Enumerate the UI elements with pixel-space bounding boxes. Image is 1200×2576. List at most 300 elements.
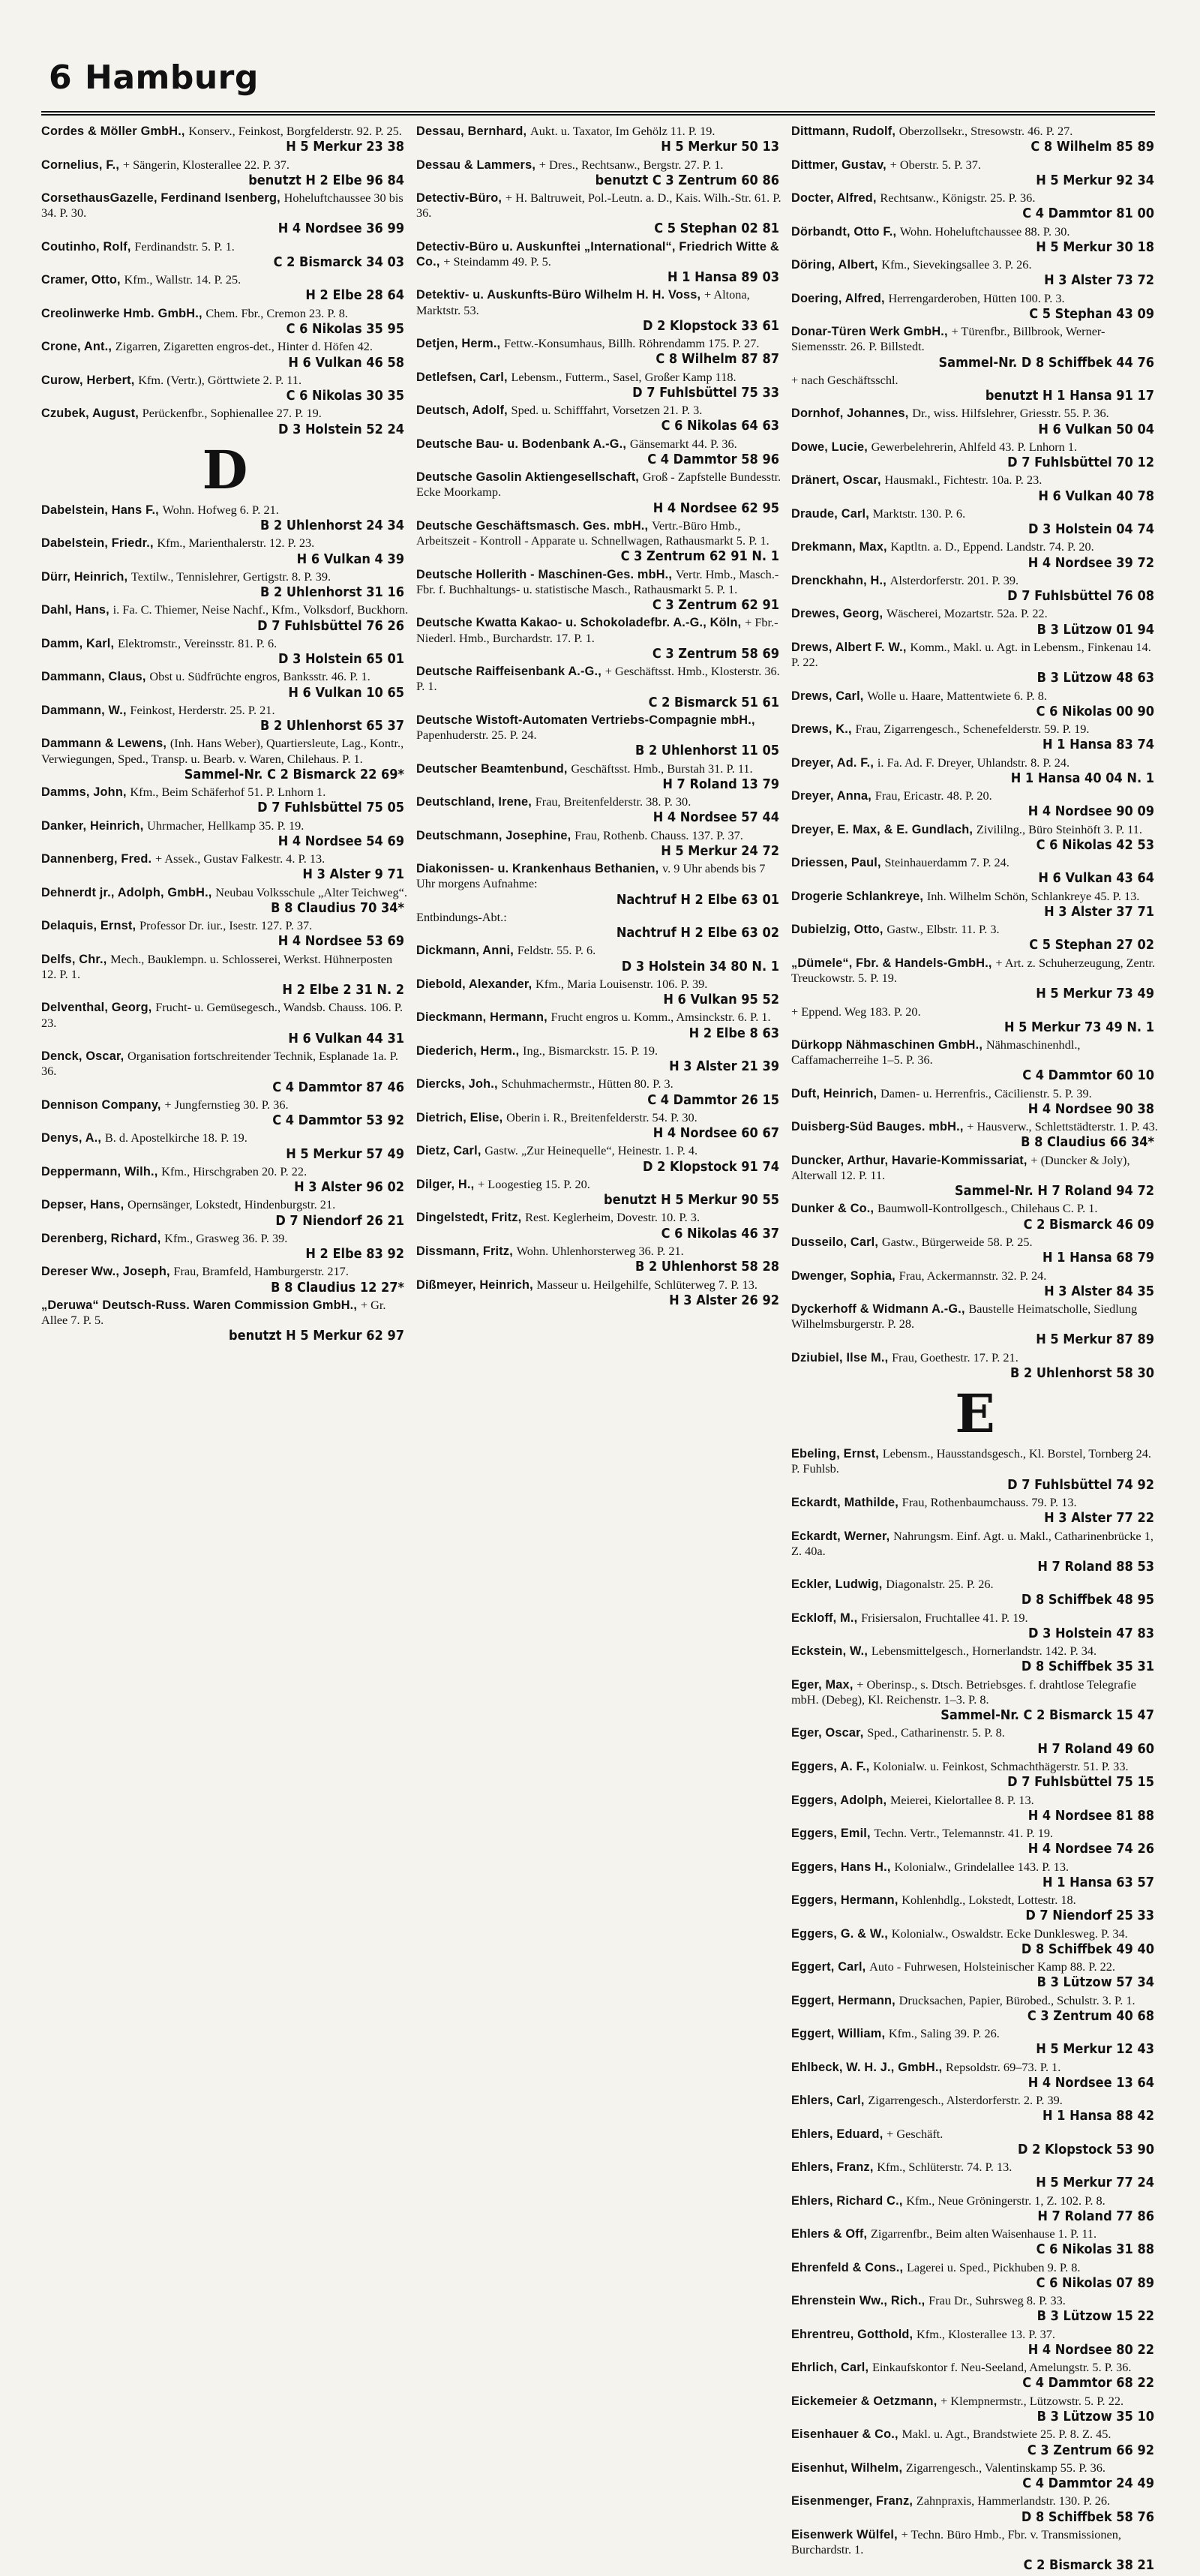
- entry-name: Deutsche Raiffeisenbank A.-G.,: [416, 665, 605, 679]
- directory-entry: [791, 373, 1159, 405]
- directory-entry: [791, 2260, 1159, 2292]
- entry-phone: H 7 Roland 77 86: [1037, 2208, 1154, 2224]
- directory-entry: [416, 124, 784, 156]
- entry-name: Dörbandt, Otto F.,: [791, 224, 900, 239]
- entry-description: Frau, Rothenb. Chauss. 137. P. 37.: [574, 827, 743, 842]
- entry-description: Wäscherei, Mozartstr. 52a. P. 22.: [886, 606, 1048, 621]
- entry-description: Frau, Zigarrengesch., Schenefelderstr. 59. P. 19.: [855, 722, 1090, 737]
- entry-phone: H 4 Nordsee 13 64: [1028, 2074, 1154, 2091]
- entry-phone: Sammel-Nr. C 2 Bismarck 15 47: [940, 1707, 1154, 1724]
- directory-entry: [791, 2493, 1159, 2526]
- directory-entry: [41, 1197, 409, 1229]
- page-header: [41, 59, 1155, 116]
- directory-entry: [791, 191, 1159, 223]
- entry-description: Kolonialw. u. Feinkost, Schmachthägerstr. 51. P. 33.: [873, 1759, 1129, 1773]
- entry-phone: C 6 Nikolas 30 35: [286, 388, 404, 404]
- entry-phone: H 3 Alster 77 22: [1044, 1510, 1154, 1527]
- entry-description: Herrengarderoben, Hütten 100. P. 3.: [888, 290, 1065, 305]
- entry-phone: C 3 Zentrum 62 91 N. 1: [620, 548, 779, 565]
- entry-name: Delfs, Chr.,: [41, 952, 111, 966]
- directory-entry: [791, 1446, 1159, 1494]
- entry-name: Deutschmann, Josephine,: [416, 828, 575, 842]
- directory-entry: [416, 470, 784, 517]
- directory-entry: [791, 1611, 1159, 1643]
- directory-entry: [791, 722, 1159, 754]
- directory-entry: [791, 1529, 1159, 1576]
- entry-description: Komm., Makl. u. Agt. in Lebensm., Finkenau 14. P. 22.: [791, 639, 1151, 670]
- entry-description: Gastw., Elbstr. 11. P. 3.: [886, 922, 1000, 937]
- entry-name: Donar-Türen Werk GmbH.,: [791, 325, 952, 339]
- entry-name: Dammann & Lewens,: [41, 737, 170, 751]
- directory-entry: [416, 794, 784, 827]
- entry-phone: H 2 Elbe 83 92: [305, 1246, 404, 1262]
- entry-description: Lebensm., Hausstandsgesch., Kl. Borstel, Tornberg 24. P. Fuhlsb.: [791, 1446, 1151, 1476]
- entry-description: Gewerbelehrerin, Ahlfeld 43. P. Lnhorn 1.: [871, 439, 1078, 454]
- entry-phone: D 7 Fuhlsbüttel 75 05: [257, 800, 404, 816]
- directory-entry: [791, 1086, 1159, 1118]
- entry-name: Dilger, H.,: [416, 1177, 478, 1191]
- directory-entry: [791, 473, 1159, 505]
- directory-entry: [416, 1210, 784, 1242]
- entry-name: Dziubiel, Ilse M.,: [791, 1350, 892, 1365]
- entry-name: Eggert, William,: [791, 2027, 889, 2041]
- entry-description: Kfm., Klosterallee 13. P. 37.: [916, 2326, 1055, 2341]
- entry-description: + Altona, Marktstr. 53.: [416, 287, 750, 317]
- entry-name: Dreyer, Ad. F.,: [791, 755, 878, 770]
- entry-description: i. Fa. C. Thiemer, Neise Nachf., Kfm., Volksdorf, Buckhorn.: [112, 602, 409, 617]
- directory-entry: [41, 239, 409, 272]
- entry-phone: B 3 Lützow 48 63: [1036, 670, 1154, 686]
- entry-phone: H 3 Alster 73 72: [1044, 272, 1154, 289]
- directory-entry: [791, 956, 1159, 1003]
- entry-name: Deutsche Bau- u. Bodenbank A.-G.,: [416, 437, 630, 451]
- entry-phone: H 4 Nordsee 57 44: [652, 809, 779, 826]
- entry-phone: D 3 Holstein 34 80 N. 1: [621, 958, 779, 974]
- entry-phone: B 3 Lützow 57 34: [1036, 1974, 1154, 1991]
- entry-name: Dingelstedt, Fritz,: [416, 1211, 526, 1225]
- entry-phone: H 4 Nordsee 81 88: [1028, 1807, 1154, 1824]
- entry-name: Detjen, Herm.,: [416, 337, 505, 351]
- directory-entry: [791, 506, 1159, 539]
- entry-name: Duisberg-Süd Bauges. mbH.,: [791, 1120, 968, 1134]
- entry-phone: D 3 Holstein 47 83: [1028, 1625, 1154, 1641]
- directory-entry: [41, 818, 409, 851]
- entry-phone: H 1 Hansa 63 57: [1042, 1874, 1154, 1890]
- entry-name: Cramer, Otto,: [41, 273, 124, 287]
- directory-entry: [416, 336, 784, 368]
- entry-phone: benutzt H 1 Hansa 91 17: [985, 388, 1154, 404]
- entry-phone: H 3 Alster 9 71: [302, 866, 404, 883]
- entry-name: „Deruwa“ Deutsch-Russ. Waren Commission GmbH.,: [41, 1299, 361, 1312]
- directory-entry: [791, 822, 1159, 854]
- entry-phone: B 3 Lützow 15 22: [1036, 2308, 1154, 2325]
- entry-name: Drews, Carl,: [791, 689, 868, 703]
- entry-description: Schuhmachermstr., Hütten 80. P. 3.: [501, 1076, 674, 1091]
- directory-entry: [791, 440, 1159, 472]
- directory-entry: [41, 1049, 409, 1096]
- entry-description: Lagerei u. Sped., Pickhuben 9. P. 8.: [906, 2259, 1081, 2274]
- entry-phone: Nachtruf H 2 Elbe 63 02: [616, 925, 779, 941]
- entry-name: Crone, Ant.,: [41, 340, 116, 354]
- entry-name: Doering, Alfred,: [791, 291, 889, 305]
- entry-description: Frau, Ackermannstr. 32. P. 24.: [898, 1268, 1047, 1283]
- entry-description: Frisiersalon, Fruchtallee 41. P. 19.: [861, 1610, 1028, 1625]
- entry-name: Ehrenstein Ww., Rich.,: [791, 2294, 929, 2308]
- entry-name: Eggert, Hermann,: [791, 1993, 899, 2007]
- entry-name: Derenberg, Richard,: [41, 1231, 165, 1245]
- entry-phone: D 7 Fuhlsbüttel 75 33: [632, 384, 779, 401]
- entry-name: Dammann, W.,: [41, 703, 130, 717]
- entry-phone: D 7 Fuhlsbüttel 75 15: [1007, 1774, 1154, 1791]
- entry-description: Kaptltn. a. D., Eppend. Landstr. 74. P. 20.: [890, 539, 1094, 554]
- entry-description: Wohn. Hoheluftchaussee 88. P. 30.: [899, 224, 1070, 239]
- directory-entry: [791, 755, 1159, 788]
- entry-phone: H 1 Hansa 68 79: [1042, 1250, 1154, 1266]
- entry-description: Gastw. „Zur Heinequelle“, Heinestr. 1. P. 4.: [484, 1143, 698, 1158]
- directory-entry: [791, 1759, 1159, 1791]
- entry-phone: H 5 Merkur 73 49: [1036, 986, 1154, 1002]
- directory-entry: [416, 977, 784, 1009]
- entry-phone: H 3 Alster 96 02: [294, 1179, 404, 1196]
- entry-name: Eckler, Ludwig,: [791, 1578, 886, 1592]
- directory-entry: [41, 885, 409, 917]
- entry-name: Eisenhauer & Co.,: [791, 2427, 902, 2442]
- entry-description: Techn. Vertr., Telemannstr. 41. P. 19.: [874, 1826, 1054, 1841]
- directory-entry: [791, 689, 1159, 721]
- directory-entry: [791, 788, 1159, 821]
- entry-name: Ehlers, Carl,: [791, 2094, 868, 2108]
- entry-description: Nähmaschinenhdl., Caffamacherreihe 1–5. P. 36.: [791, 1037, 1081, 1067]
- entry-phone: H 7 Roland 88 53: [1037, 1558, 1154, 1575]
- entry-phone: H 2 Elbe 28 64: [305, 287, 404, 304]
- directory-entry: [791, 2093, 1159, 2125]
- entry-phone: H 3 Alster 37 71: [1044, 903, 1154, 920]
- entry-name: Eggers, A. F.,: [791, 1760, 874, 1773]
- directory-entry: [416, 1076, 784, 1109]
- entry-description: Feldstr. 55. P. 6.: [517, 943, 596, 958]
- entry-phone: C 3 Zentrum 62 91: [652, 597, 779, 614]
- directory-entry: [791, 1350, 1159, 1383]
- entry-phone: H 6 Vulkan 10 65: [288, 684, 404, 701]
- entry-name: Dannenberg, Fred.: [41, 852, 155, 866]
- entry-phone: H 4 Nordsee 90 09: [1028, 803, 1154, 820]
- entry-name: Ehlers & Off,: [791, 2227, 871, 2241]
- entry-description: Feinkost, Herderstr. 25. P. 21.: [130, 702, 275, 717]
- entry-description: + Techn. Büro Hmb., Fbr. v. Transmissionen, Burchardstr. 1.: [791, 2526, 1121, 2557]
- entry-description: Makl. u. Agt., Brandstwiete 25. P. 8. Z. 45.: [902, 2427, 1112, 2442]
- entry-name: Eisenhut, Wilhelm,: [791, 2460, 906, 2475]
- entry-description: Kfm., Saling 39. P. 26.: [888, 2026, 1000, 2041]
- entry-name: Ebeling, Ernst,: [791, 1447, 883, 1461]
- entry-name: Dissmann, Fritz,: [416, 1244, 517, 1258]
- entry-name: Eckardt, Mathilde,: [791, 1495, 902, 1509]
- entry-name: Draude, Carl,: [791, 506, 873, 521]
- entry-description: + Assek., Gustav Falkestr. 4. P. 13.: [154, 851, 326, 866]
- page-number: 6: [49, 59, 72, 97]
- directory-entry: [416, 664, 784, 711]
- directory-entry: [41, 1298, 409, 1345]
- entry-phone: H 2 Elbe 8 63: [688, 1025, 779, 1041]
- directory-entry: [791, 1119, 1159, 1151]
- entry-name: Ehlbeck, W. H. J., GmbH.,: [791, 2060, 946, 2074]
- entry-phone: C 4 Dammtor 87 46: [272, 1079, 404, 1095]
- entry-phone: C 3 Zentrum 58 69: [652, 645, 779, 662]
- entry-name: Dürkopp Nähmaschinen GmbH.,: [791, 1038, 986, 1052]
- entry-name: Ehrlich, Carl,: [791, 2361, 872, 2375]
- entry-description: Zahnpraxis, Hammerlandstr. 130. P. 26.: [916, 2493, 1111, 2508]
- entry-description: Diagonalstr. 25. P. 26.: [886, 1577, 994, 1592]
- directory-entry: [416, 615, 784, 662]
- entry-name: Diebold, Alexander,: [416, 977, 536, 991]
- directory-entry: [41, 569, 409, 602]
- entry-phone: H 1 Hansa 89 03: [667, 269, 779, 286]
- entry-name: Detektiv- u. Auskunfts-Büro Wilhelm H. H. Voss,: [416, 288, 704, 302]
- directory-entry: [791, 1302, 1159, 1349]
- entry-name: Creolinwerke Hmb. GmbH.,: [41, 306, 206, 320]
- entry-phone: C 4 Dammtor 68 22: [1022, 2375, 1154, 2391]
- entry-name: Dränert, Oscar,: [791, 473, 885, 488]
- entry-name: Döring, Albert,: [791, 258, 882, 272]
- directory-entry: [791, 1235, 1159, 1267]
- entry-name: Eisenwerk Wülfel,: [791, 2527, 902, 2541]
- entry-phone: D 7 Fuhlsbüttel 76 08: [1007, 588, 1154, 605]
- entry-phone: H 3 Alster 21 39: [669, 1058, 779, 1075]
- entry-description: Wohn. Hofweg 6. P. 21.: [162, 502, 279, 517]
- entry-description: Elektromstr., Vereinsstr. 81. P. 6.: [117, 635, 278, 650]
- entry-description: Kfm., Wallstr. 14. P. 25.: [124, 272, 242, 287]
- directory-entry: [41, 1231, 409, 1263]
- entry-description: Vertr. Hmb., Masch.-Fbr. f. Buchhaltungs- u. statistische Masch., Rathausmarkt 5. P. 1.: [416, 566, 779, 596]
- entry-phone: B 2 Uhlenhorst 58 28: [635, 1259, 779, 1275]
- entry-description: + Art. z. Schuherzeugung, Zentr. Treuckowstr. 5. P. 19.: [791, 955, 1156, 985]
- entry-phone: D 2 Klopstock 33 61: [642, 317, 779, 334]
- entry-description: + Loogestieg 15. P. 20.: [478, 1176, 590, 1191]
- directory-entry: [791, 1893, 1159, 1925]
- directory-entry: [41, 1000, 409, 1047]
- entry-description: Baustelle Heimatscholle, Siedlung Wilhelmsburgerstr. P. 28.: [791, 1302, 1138, 1332]
- directory-entry: [41, 191, 409, 238]
- entry-description: Zivililng., Büro Steinhöft 3. P. 11.: [976, 821, 1142, 836]
- directory-entry: [791, 324, 1159, 371]
- entry-name: Dwenger, Sophia,: [791, 1268, 899, 1283]
- entry-phone: C 2 Bismarck 46 09: [1023, 1216, 1154, 1232]
- directory-entry: [416, 761, 784, 794]
- entry-phone: H 5 Merkur 30 18: [1036, 239, 1154, 255]
- entry-name: Detectiv-Büro u. Auskunftei „International“, Friedrich Witte & Co.,: [416, 239, 779, 269]
- directory-entry: [791, 2026, 1159, 2058]
- entry-description: Kolonialw., Oswaldstr. Ecke Dunklesweg. P. 34.: [891, 1926, 1128, 1941]
- entry-name: Depser, Hans,: [41, 1198, 128, 1212]
- entry-name: Eger, Max,: [791, 1677, 857, 1692]
- entry-phone: H 3 Alster 26 92: [669, 1292, 779, 1308]
- entry-description: Hausmakl., Fichtestr. 10a. P. 23.: [884, 473, 1042, 488]
- directory-entry: [416, 828, 784, 860]
- directory-entry: [791, 124, 1159, 156]
- directory-entry: [416, 158, 784, 190]
- entry-description: Kohlenhdlg., Lokstedt, Lottestr. 18.: [902, 1893, 1076, 1908]
- entry-phone: H 6 Vulkan 46 58: [288, 354, 404, 371]
- entry-phone: D 7 Fuhlsbüttel 74 92: [1007, 1476, 1154, 1493]
- entry-name: Deutscher Beamtenbund,: [416, 761, 572, 776]
- entry-name: Dittmer, Gustav,: [791, 158, 890, 172]
- entry-phone: C 4 Dammtor 53 92: [272, 1112, 404, 1129]
- entry-name: Dittmann, Rudolf,: [791, 125, 899, 138]
- entry-description: Dr., wiss. Hilfslehrer, Griesstr. 55. P. 36.: [912, 406, 1109, 421]
- entry-phone: H 3 Alster 84 35: [1044, 1283, 1154, 1299]
- entry-description: Uhrmacher, Hellkamp 35. P. 19.: [147, 818, 304, 833]
- directory-columns: [41, 124, 1159, 2574]
- entry-description: Fettw.-Konsumhaus, Billh. Röhrendamm 175. P. 27.: [504, 336, 760, 351]
- entry-phone: D 7 Fuhlsbüttel 76 26: [257, 617, 404, 634]
- entry-description: Rechtsanw., Königstr. 25. P. 36.: [880, 191, 1036, 206]
- directory-entry: [791, 2460, 1159, 2493]
- directory-entry: [791, 1495, 1159, 1527]
- directory-entry: [791, 2160, 1159, 2192]
- entry-phone: H 6 Vulkan 50 04: [1038, 421, 1154, 437]
- entry-phone: H 6 Vulkan 4 39: [296, 551, 404, 567]
- entry-name: Deutsche Gasolin Aktiengesellschaft,: [416, 470, 643, 485]
- entry-description: Vertr.-Büro Hmb., Arbeitszeit - Kontroll - Apparate u. Schnellwagen, Rathausmarkt 5. P. 1.: [416, 518, 770, 548]
- column-3: [791, 124, 1159, 2576]
- entry-description: Kfm., Grasweg 36. P. 39.: [164, 1230, 288, 1245]
- directory-entry: [41, 851, 409, 884]
- entry-description: + (Duncker & Joly), Alterwall 12. P. 11.: [791, 1152, 1130, 1182]
- entry-name: Dennison Company,: [41, 1097, 165, 1112]
- entry-description: Zigarrengesch., Alsterdorferstr. 2. P. 39.: [868, 2093, 1063, 2108]
- directory-entry: [416, 1110, 784, 1142]
- directory-entry: [791, 2293, 1159, 2325]
- directory-entry: [791, 573, 1159, 605]
- directory-entry: [791, 2226, 1159, 2259]
- directory-entry: [791, 2327, 1159, 2359]
- entry-phone: Sammel-Nr. C 2 Bismarck 22 69*: [184, 766, 404, 782]
- entry-name: Docter, Alfred,: [791, 191, 880, 206]
- entry-name: Ehrenfeld & Cons.,: [791, 2260, 907, 2274]
- entry-phone: C 5 Stephan 27 02: [1029, 937, 1154, 953]
- entry-description: Inh. Wilhelm Schön, Schlankreye 45. P. 13.: [926, 888, 1140, 903]
- entry-description: Opernsänger, Lokstedt, Hindenburgstr. 21.: [128, 1197, 336, 1212]
- entry-name: Dehnerdt jr., Adolph, GmbH.,: [41, 885, 216, 899]
- directory-entry: [791, 640, 1159, 687]
- entry-name: Damm, Karl,: [41, 636, 118, 650]
- directory-entry: [791, 855, 1159, 887]
- directory-entry: [791, 1577, 1159, 1609]
- entry-name: Driessen, Paul,: [791, 856, 885, 870]
- entry-name: Deutsch, Adolf,: [416, 404, 512, 418]
- directory-entry: [41, 1164, 409, 1196]
- entry-description: Aukt. u. Taxator, Im Gehölz 11. P. 19.: [530, 124, 716, 138]
- entry-name: Danker, Heinrich,: [41, 818, 148, 833]
- directory-entry: [791, 2394, 1159, 2426]
- entry-name: Drewes, Georg,: [791, 607, 886, 621]
- directory-entry: [416, 567, 784, 614]
- directory-entry: [416, 910, 784, 942]
- entry-description: Steinhauerdamm 7. P. 24.: [884, 855, 1010, 870]
- directory-entry: [416, 191, 784, 238]
- entry-description: Drucksachen, Papier, Bürobed., Schulstr. 3. P. 1.: [898, 1992, 1136, 2007]
- directory-entry: [791, 1860, 1159, 1892]
- entry-phone: H 7 Roland 13 79: [662, 776, 779, 792]
- entry-name: Denck, Oscar,: [41, 1049, 128, 1064]
- entry-phone: C 6 Nikolas 42 53: [1036, 836, 1154, 853]
- entry-phone: D 8 Schiffbek 48 95: [1021, 1592, 1154, 1608]
- entry-description: Oberin i. R., Breitenfelderstr. 54. P. 30.: [506, 1109, 698, 1124]
- entry-description: + Steindamm 49. P. 5.: [443, 254, 551, 269]
- entry-phone: H 5 Merkur 24 72: [661, 842, 779, 859]
- entry-phone: C 8 Wilhelm 85 89: [1030, 139, 1154, 155]
- entry-name: Dessau, Bernhard,: [416, 125, 530, 138]
- entry-name: Duft, Heinrich,: [791, 1086, 880, 1100]
- entry-phone: H 4 Nordsee 39 72: [1028, 554, 1154, 571]
- entry-name: Dunker & Co.,: [791, 1202, 878, 1216]
- entry-description: v. 9 Uhr abends bis 7 Uhr morgens Aufnahme:: [416, 861, 766, 891]
- entry-description: Marktstr. 130. P. 6.: [872, 506, 966, 521]
- entry-phone: C 6 Nikolas 07 89: [1036, 2274, 1154, 2291]
- entry-name: Dürr, Heinrich,: [41, 569, 131, 584]
- entry-name: Dißmeyer, Heinrich,: [416, 1277, 537, 1292]
- entry-description: Entbindungs-Abt.:: [416, 909, 507, 924]
- entry-description: Ing., Bismarckstr. 15. P. 19.: [523, 1043, 658, 1058]
- entry-description: + Klempnermstr., Lützowstr. 5. P. 22.: [940, 2393, 1124, 2408]
- entry-name: Eggers, Adolph,: [791, 1793, 890, 1807]
- entry-phone: C 5 Stephan 02 81: [654, 221, 779, 237]
- entry-phone: H 2 Elbe 2 31 N. 2: [282, 982, 404, 998]
- entry-phone: H 5 Merkur 57 49: [286, 1145, 404, 1162]
- entry-description: Kfm., Sievekingsallee 3. P. 26.: [881, 257, 1032, 272]
- directory-entry: [791, 922, 1159, 954]
- entry-phone: C 4 Dammtor 26 15: [647, 1091, 779, 1108]
- directory-entry: [41, 406, 409, 438]
- entry-phone: D 8 Schiffbek 49 40: [1021, 1941, 1154, 1957]
- directory-entry: [791, 1926, 1159, 1959]
- entry-description: Organisation fortschreitender Technik, Esplanade 1a. P. 36.: [41, 1049, 398, 1079]
- entry-name: Eisenmenger, Franz,: [791, 2494, 916, 2508]
- entry-name: Drogerie Schlankreye,: [791, 889, 927, 903]
- entry-description: Frucht engros u. Komm., Amsinckstr. 6. P. 1.: [550, 1010, 771, 1025]
- entry-phone: Sammel-Nr. H 7 Roland 94 72: [955, 1183, 1154, 1199]
- directory-entry: [791, 1153, 1159, 1200]
- entry-phone: D 3 Holstein 65 01: [278, 651, 404, 668]
- entry-name: Deppermann, Wilh.,: [41, 1164, 162, 1178]
- directory-entry: [791, 539, 1159, 572]
- entry-description: Einkaufskontor f. Neu-Seeland, Amelungstr. 5. P. 36.: [872, 2360, 1132, 2375]
- entry-name: Cornelius, F.,: [41, 158, 123, 172]
- entry-description: Frau, Bramfeld, Hamburgerstr. 217.: [173, 1264, 349, 1279]
- entry-description: Papenhuderstr. 25. P. 24.: [416, 728, 537, 743]
- entry-description: Frucht- u. Gemüsegesch., Wandsb. Chauss. 106. P. 23.: [41, 1000, 404, 1030]
- entry-phone: D 8 Schiffbek 58 76: [1021, 2508, 1154, 2525]
- entry-description: + Geschäftsst. Hmb., Klosterstr. 36. P. 1.: [416, 664, 780, 694]
- directory-entry: [791, 1993, 1159, 2025]
- entry-description: Wohn. Uhlenhorsterweg 36. P. 21.: [516, 1243, 684, 1258]
- entry-phone: H 4 Nordsee 53 69: [278, 933, 404, 950]
- entry-description: Kfm., Schlüterstr. 74. P. 13.: [877, 2160, 1012, 2175]
- directory-entry: [416, 437, 784, 469]
- entry-description: Professor Dr. iur., Isestr. 127. P. 37.: [139, 918, 313, 933]
- directory-entry: [416, 943, 784, 975]
- entry-name: Eger, Oscar,: [791, 1726, 868, 1740]
- entry-name: Deutschland, Irene,: [416, 795, 536, 809]
- entry-description: Groß - Zapfstelle Bundesstr. Ecke Moorkamp.: [416, 470, 782, 500]
- entry-name: Dreyer, E. Max, & E. Gundlach,: [791, 822, 976, 836]
- entry-name: Deutsche Kwatta Kakao- u. Schokoladefbr. A.-G., Köln,: [416, 616, 746, 630]
- entry-phone: C 6 Nikolas 00 90: [1036, 703, 1154, 719]
- entry-phone: H 6 Vulkan 95 52: [663, 992, 779, 1008]
- directory-entry: [416, 239, 784, 287]
- entry-phone: D 2 Klopstock 91 74: [642, 1158, 779, 1175]
- directory-entry: [41, 952, 409, 999]
- entry-name: Detectiv-Büro,: [416, 191, 506, 206]
